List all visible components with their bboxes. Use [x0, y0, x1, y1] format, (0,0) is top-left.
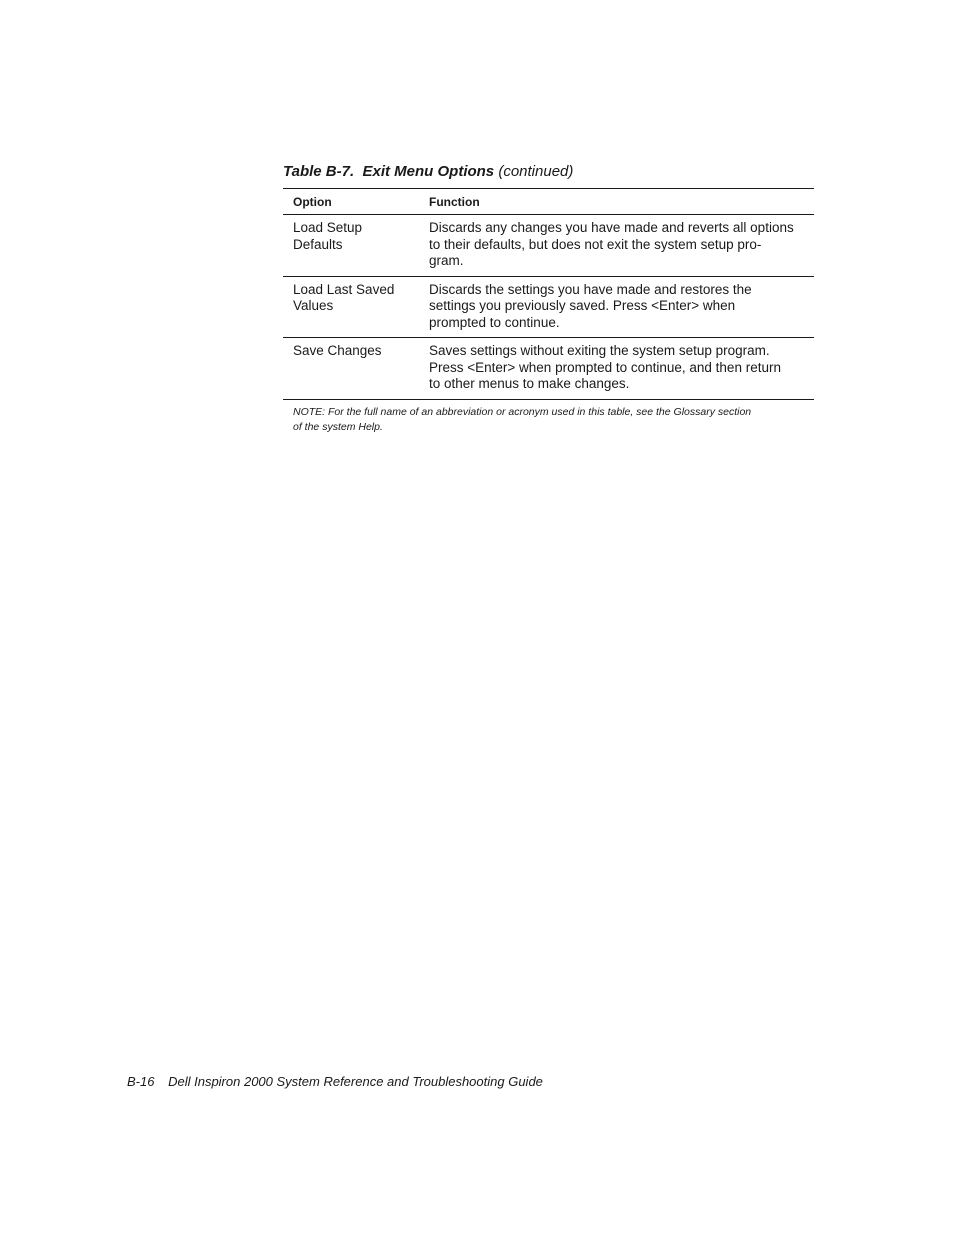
function-cell — [419, 338, 814, 400]
option-cell — [283, 338, 419, 400]
note-line: of the system Help. — [293, 420, 383, 433]
table-row — [283, 338, 814, 400]
cell-line: Load Setup — [293, 220, 363, 235]
header-option: Option — [283, 189, 419, 215]
caption-name: Exit Menu Options — [362, 163, 495, 180]
table-caption — [283, 162, 814, 182]
cell-line: to other menus to make changes. — [429, 376, 630, 391]
caption-number: Table B-7. — [283, 163, 355, 180]
cell-line: Discards the settings you have made and restores the — [429, 281, 752, 297]
footer-title: Dell Inspiron 2000 System Reference and Troubleshooting Guide — [168, 1074, 543, 1089]
option-cell — [283, 215, 419, 277]
table-note — [293, 405, 814, 435]
function-cell — [419, 276, 814, 338]
cell-line: gram. — [429, 253, 464, 268]
function-cell — [419, 215, 814, 277]
cell-line: Saves settings without exiting the system setup program. — [429, 343, 770, 358]
cell-line: Save Changes — [293, 343, 382, 358]
cell-line: Defaults — [293, 236, 343, 252]
cell-line: Press <Enter> when prompted to continue, and then return — [429, 359, 781, 375]
caption-continued: (continued) — [498, 163, 574, 180]
table-header-row — [283, 189, 814, 215]
cell-line: prompted to continue. — [429, 314, 560, 330]
exit-menu-options-table — [283, 188, 814, 400]
note-line: NOTE: For the full name of an abbreviation or acronym used in this table, see the Glossary section — [293, 405, 752, 418]
cell-line: Load Last Saved — [293, 281, 395, 297]
cell-line: settings you previously saved. Press <Enter> when — [429, 298, 736, 313]
exit-menu-table-block — [283, 162, 814, 435]
table-row — [283, 215, 814, 277]
option-cell — [283, 276, 419, 338]
page-number: B-16 — [127, 1074, 155, 1089]
cell-line: Values — [293, 298, 334, 313]
page-footer — [127, 1074, 543, 1089]
header-function: Function — [419, 189, 814, 215]
cell-line: Discards any changes you have made and reverts all options — [429, 220, 794, 235]
table-row — [283, 276, 814, 338]
cell-line: to their defaults, but does not exit the system setup pro- — [429, 236, 762, 252]
